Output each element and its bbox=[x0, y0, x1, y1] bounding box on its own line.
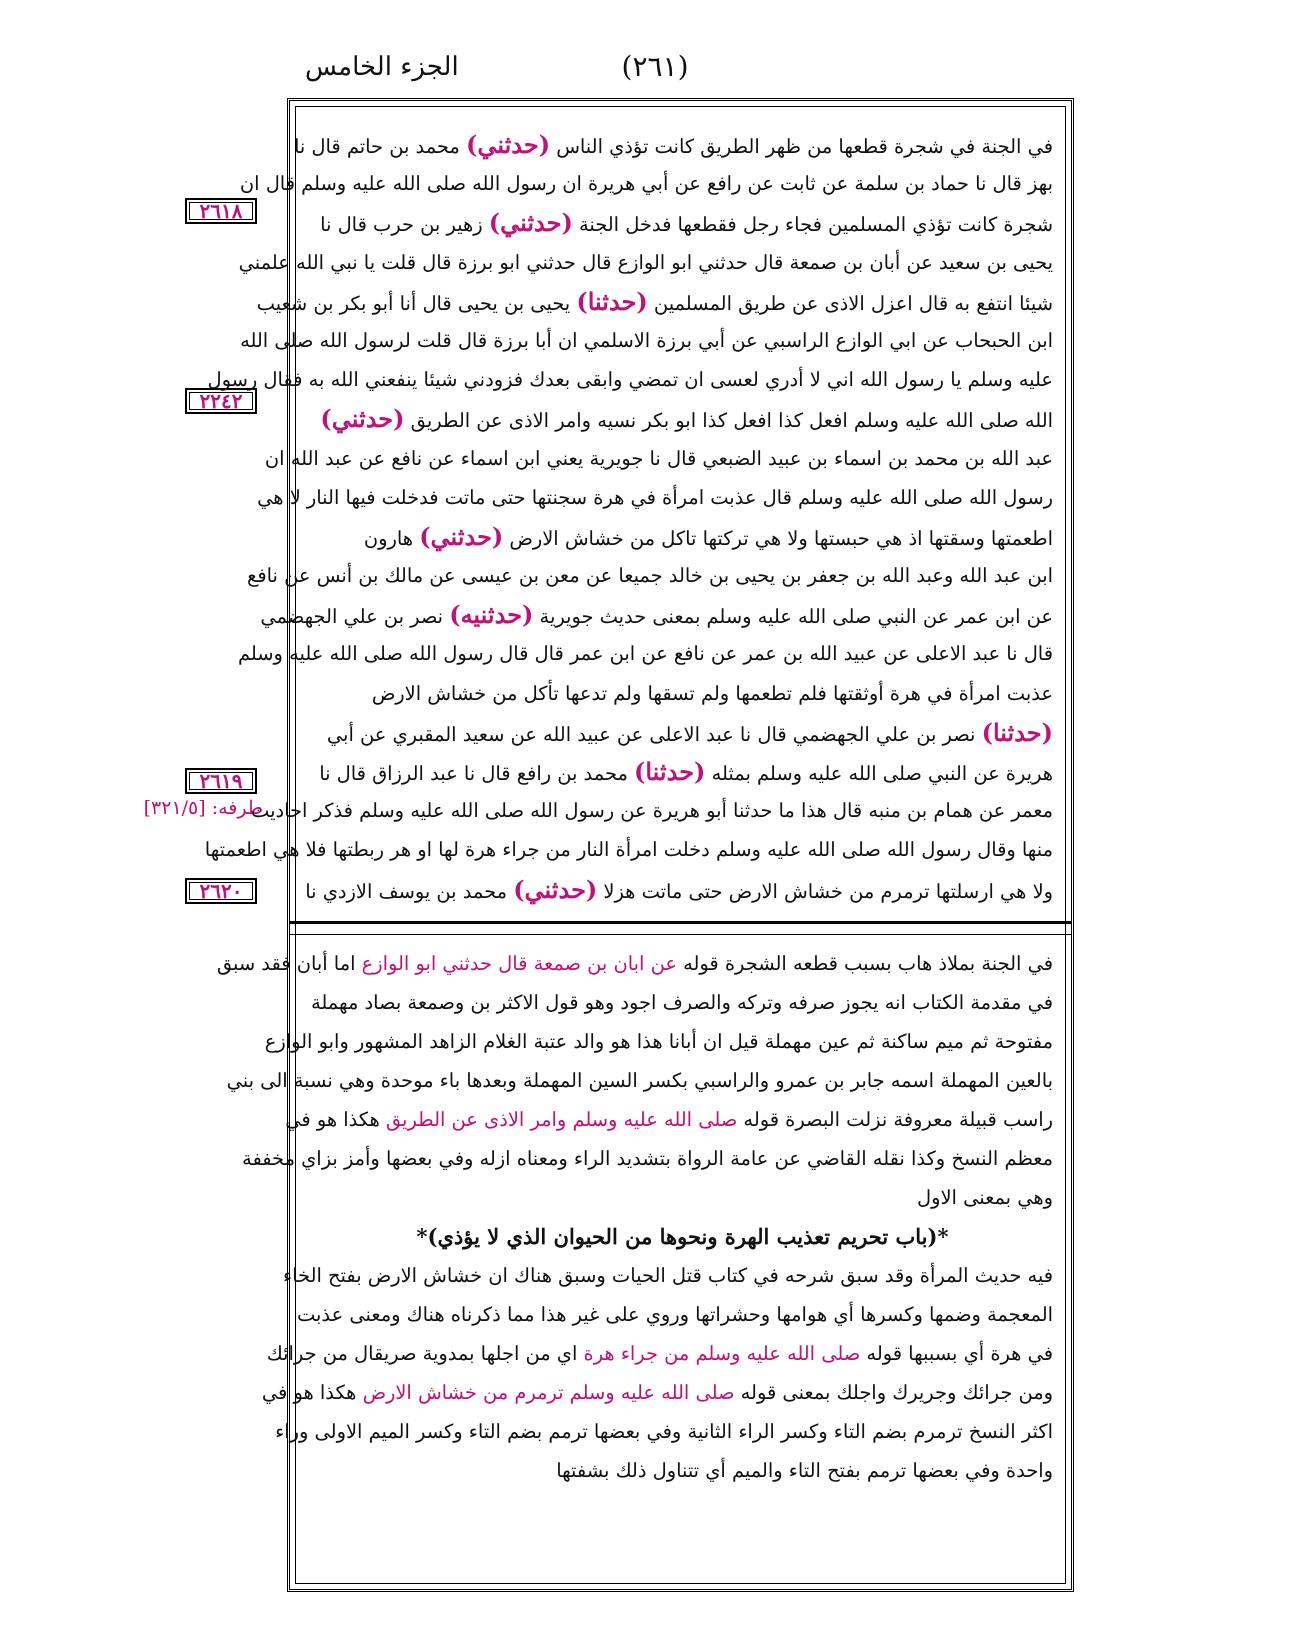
text-segment: الله صلى الله عليه وسلم افعل كذا افعل كذا ابو بكر نسيه وامر الاذى عن الطريق bbox=[404, 409, 1053, 433]
hadith-line bbox=[293, 125, 1053, 164]
text-segment: راسب قبيلة معروفة نزلت البصرة قوله bbox=[737, 1108, 1053, 1131]
quoted-phrase: عن ابان بن صمعة قال حدثني ابو الوازع bbox=[361, 952, 677, 975]
text-segment: بالعين المهملة اسمه جابر بن عمرو والراسبي بكسر السين المهملة وبعدها باء موحدة وهي نسبة الى بني bbox=[226, 1069, 1053, 1092]
text-segment: هريرة عن النبي صلى الله عليه وسلم بمثله bbox=[705, 762, 1053, 785]
hadith-line bbox=[238, 243, 1053, 282]
text-segment: يحيى بن يحيى قال أنا أبو بكر بن شعيب bbox=[256, 291, 577, 315]
text-segment: في الجنة في شجرة قطعها من ظهر الطريق كانت تؤذي الناس bbox=[550, 135, 1053, 158]
commentary-part-1 bbox=[216, 944, 1053, 1217]
text-segment: محمد بن يوسف الازدي نا bbox=[305, 879, 514, 903]
commentary-line bbox=[242, 1139, 1053, 1178]
hadith-line bbox=[312, 674, 1053, 713]
commentary-line bbox=[312, 1451, 1053, 1490]
hadith-line bbox=[207, 360, 1053, 399]
quoted-phrase: صلى الله عليه وسلم ترمرم من خشاش الارض bbox=[362, 1381, 735, 1404]
quoted-phrase: صلى الله عليه وسلم وامر الاذى عن الطريق bbox=[385, 1108, 738, 1131]
text-segment: معظم النسخ وكذا نقله القاضي عن عامة الرواة بتشديد الراء ومعناه ازله وفي بعضها وأمز بزاي مخففة bbox=[242, 1147, 1053, 1170]
commentary-line bbox=[264, 1022, 1053, 1061]
narrator-marker: (حدثني) bbox=[419, 521, 504, 551]
text-segment: في مقدمة الكتاب انه يجوز صرفه وتركه والصرف اجود وهو قول الاكثر بن وصمعة بصاد مهملة bbox=[310, 991, 1053, 1014]
text-segment: المعجمة وضمها وكسرها أي هوامها وحشراتها وروي على غير هذا مما ذكرناه هناك ومعنى عذبت bbox=[297, 1303, 1053, 1326]
text-segment: ابن عبد الله وعبد الله بن جعفر بن يحيى بن خالد جميعا عن معن بن عيسى عن مالك بن أنس عن نافع bbox=[247, 564, 1053, 588]
text-segment: ولا هي ارسلتها ترمرم من خشاش الارض حتى ماتت هزلا bbox=[597, 879, 1053, 903]
text-segment: هكذا هو في bbox=[285, 1108, 386, 1131]
text-segment: عبد الله بن محمد بن اسماء بن عبيد الضبعي قال نا جويرية يعني ابن اسماء عن نافع عن عبد الله ان bbox=[264, 446, 1053, 470]
text-segment: اطعمتها وسقتها اذ هي حبستها ولا هي تركتها تاكل من خشاش الارض bbox=[503, 526, 1053, 550]
narrator-marker: (حدثنا) bbox=[981, 717, 1053, 747]
commentary-line bbox=[283, 1256, 1053, 1295]
text-segment: معمر عن همام بن منبه قال هذا ما حدثنا أبو هريرة عن رسول الله صلى الله عليه وسلم فذكر احاديث bbox=[251, 799, 1053, 823]
commentary-line bbox=[275, 1412, 1053, 1451]
hadith-line bbox=[312, 752, 1053, 791]
commentary-part-2 bbox=[261, 1256, 1053, 1490]
cross-reference: طرفه: [٣٢١/٥] bbox=[143, 797, 263, 819]
narrator-marker: (حدثني) bbox=[320, 404, 405, 434]
section-divider bbox=[290, 921, 1071, 935]
commentary-line bbox=[312, 1178, 1053, 1217]
chapter-title: *(باب تحريم تعذيب الهرة ونحوها من الحيوان الذي لا يؤذي)* bbox=[416, 1224, 949, 1249]
part-title: الجزء الخامس bbox=[305, 52, 459, 82]
narrator-marker: (حدثنا) bbox=[576, 286, 648, 316]
commentary-line bbox=[297, 1295, 1053, 1334]
text-segment: ابن الحبحاب عن ابي الوازع الراسبي عن أبي برزة الاسلمي ان أبا برزة قال قلت لرسول الله صلى الله bbox=[240, 328, 1053, 352]
commentary-text bbox=[216, 944, 1053, 1574]
text-segment: زهير بن حرب قال نا bbox=[320, 213, 489, 237]
text-segment: اي من اجلها بمدوية صريقال من جرائك bbox=[266, 1342, 584, 1365]
text-segment: عن ابن عمر عن النبي صلى الله عليه وسلم بمعنى حديث جويرية bbox=[533, 605, 1053, 629]
hadith-number-box: ٢٦١٨ bbox=[185, 198, 257, 224]
hadith-line bbox=[260, 595, 1053, 634]
hadith-line bbox=[251, 791, 1053, 830]
hadith-line bbox=[237, 634, 1053, 673]
hadith-line bbox=[305, 870, 1053, 909]
text-segment: يحيى بن سعيد عن أبان بن صمعة قال حدثني ابو الوازع قال حدثني ابو برزة قال قلت يا نبي الله علمني bbox=[238, 250, 1053, 274]
hadith-line bbox=[247, 556, 1053, 595]
hadith-line bbox=[257, 478, 1053, 517]
hadith-line bbox=[312, 203, 1053, 242]
text-segment: رسول الله صلى الله عليه وسلم قال عذبت امرأة في هرة سجنتها حتى ماتت فدخلت فيها النار لا هي bbox=[257, 485, 1053, 509]
text-segment: واحدة وفي بعضها ترمم بفتح التاء والميم أي تتناول ذلك بشفتها bbox=[556, 1459, 1053, 1482]
page-number: (٢٦١) bbox=[621, 50, 689, 83]
text-segment: فيه حديث المرأة وقد سبق شرحه في كتاب قتل الحيات وسبق هناك ان خشاش الارض بفتح الخاء bbox=[283, 1264, 1053, 1287]
hadith-line bbox=[312, 399, 1053, 438]
text-segment: هارون bbox=[363, 526, 420, 550]
hadith-line bbox=[264, 439, 1053, 478]
text-segment: عليه وسلم يا رسول الله اني لا أدري لعسى ان تمضي وابقى بعدك فزودني شيئا ينفعني الله به فقال رسول bbox=[207, 368, 1053, 392]
text-segment: في الجنة بملاذ هاب بسبب قطعه الشجرة قوله bbox=[676, 952, 1053, 975]
narrator-marker: (حدثني) bbox=[488, 208, 573, 238]
hadith-line bbox=[204, 830, 1053, 869]
page-header bbox=[0, 48, 1158, 98]
hadith-number-box: ٢٦١٩ bbox=[185, 768, 257, 794]
text-segment: شجرة كانت تؤذي المسلمين فجاء رجل فقطعها فدخل الجنة bbox=[572, 213, 1053, 237]
quoted-phrase: صلى الله عليه وسلم من جراء هرة bbox=[583, 1342, 861, 1365]
commentary-line bbox=[285, 1100, 1053, 1139]
commentary-line bbox=[226, 1061, 1053, 1100]
hadith-line bbox=[312, 713, 1053, 752]
text-segment: في هرة أي بسببها قوله bbox=[860, 1342, 1053, 1365]
hadith-line bbox=[256, 282, 1053, 321]
text-segment: اكثر النسخ ترمرم بضم التاء وكسر الراء الثانية وفي بعضها ترمم بضم التاء وكسر الميم الاولى وراء bbox=[275, 1420, 1053, 1443]
text-segment: منها وقال رسول الله صلى الله عليه وسلم دخلت امرأة النار من جراء هرة لها او هر ربطتها فلا هي اطعمتها bbox=[204, 838, 1053, 862]
text-segment: عذبت امرأة في هرة أوثقتها فلم تطعمها ولم تسقها ولم تدعها تأكل من خشاش الارض bbox=[371, 681, 1053, 705]
commentary-line bbox=[261, 1373, 1053, 1412]
commentary-line bbox=[216, 944, 1053, 983]
hadith-line bbox=[239, 164, 1053, 203]
text-segment: شيئا انتفع به قال اعزل الاذى عن طريق المسلمين bbox=[647, 291, 1053, 315]
text-segment: وهي بمعنى الاول bbox=[917, 1186, 1053, 1209]
text-segment: مفتوحة ثم ميم ساكنة ثم عين مهملة قيل ان أبانا هذا هو والد عتبة الغلام الزاهد المشهور وابو الوازع bbox=[264, 1030, 1053, 1053]
text-segment: هكذا هو في bbox=[261, 1381, 363, 1404]
text-segment: نصر بن علي الجهضمي bbox=[260, 605, 450, 629]
text-segment: محمد بن حاتم قال نا bbox=[293, 135, 466, 158]
text-segment: نصر بن علي الجهضمي قال نا عبد الاعلى عن عبيد الله عن سعيد المقبري عن أبي bbox=[326, 722, 982, 746]
commentary-line bbox=[266, 1334, 1053, 1373]
text-segment: اما أبان فقد سبق bbox=[216, 952, 362, 975]
hadith-line bbox=[240, 321, 1053, 360]
narrator-marker: (حدثني) bbox=[465, 130, 551, 159]
narrator-marker: (حدثنيه) bbox=[449, 600, 534, 630]
narrator-marker: (حدثنا) bbox=[634, 757, 706, 786]
narrator-marker: (حدثني) bbox=[513, 874, 598, 904]
text-segment: محمد بن رافع قال نا عبد الرزاق قال نا bbox=[319, 762, 635, 785]
hadith-line bbox=[312, 517, 1053, 556]
text-segment: قال نا عبد الاعلى عن عبيد الله بن عمر عن نافع عن ابن عمر قال قال رسول الله صلى الله عليه وسلم bbox=[237, 642, 1053, 666]
commentary-line bbox=[312, 983, 1053, 1022]
hadith-number-box: ٢٦٢٠ bbox=[185, 878, 257, 904]
text-segment: ومن جرائك وجريرك واجلك بمعنى قوله bbox=[734, 1381, 1053, 1404]
hadith-number-box: ٢٢٤٢ bbox=[185, 388, 257, 414]
text-segment: بهز قال نا حماد بن سلمة عن ثابت عن رافع عن أبي هريرة ان رسول الله صلى الله عليه وسلم قال ان bbox=[239, 172, 1053, 196]
